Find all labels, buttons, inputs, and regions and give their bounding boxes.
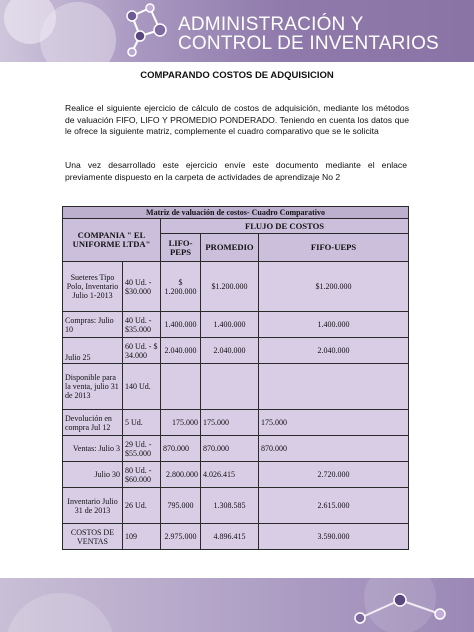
company-header: COMPANIA " EL UNIFORME LTDA" <box>63 219 161 262</box>
row-fifo <box>259 364 409 410</box>
row-fifo: 2.720.000 <box>259 462 409 488</box>
row-promedio: 870.000 <box>201 436 259 462</box>
row-concept: Ventas: Julio 3 <box>63 436 123 462</box>
row-promedio: 1.308.585 <box>201 488 259 524</box>
footer-decoration <box>0 578 474 632</box>
row-fifo: 2.040.000 <box>259 338 409 364</box>
instructions-paragraph: Realice el siguiente ejercicio de cálculo de costos de adquisición, mediante los métodos de valuación FIFO, LIFO Y PROMEDIO PONDERADO. Teniendo en cuenta los datos que le ofrece la siguiente matriz, complemente el cuadro comparativo que se le solicita <box>65 103 409 137</box>
row-promedio: 1.400.000 <box>201 312 259 338</box>
row-qty: 40 Ud. - $30.000 <box>123 262 161 312</box>
table-row <box>63 462 409 488</box>
row-concept: Sueteres Tipo Polo, Inventario Julio 1-2013 <box>63 262 123 312</box>
row-qty: 109 <box>123 524 161 550</box>
row-lifo: 175.000 <box>161 410 201 436</box>
row-qty: 140 Ud. <box>123 364 161 410</box>
row-lifo: 2.975.000 <box>161 524 201 550</box>
row-fifo: 175.000 <box>259 410 409 436</box>
row-lifo: $ 1.200.000 <box>161 262 201 312</box>
row-concept: Julio 30 <box>63 462 123 488</box>
row-qty: 60 Ud. - $ 34.000 <box>123 338 161 364</box>
table-row <box>63 410 409 436</box>
row-fifo: 2.615.000 <box>259 488 409 524</box>
row-concept: Inventario Julio 31 de 2013 <box>63 488 123 524</box>
row-fifo: 1.400.000 <box>259 312 409 338</box>
row-lifo: 870.000 <box>161 436 201 462</box>
table-row <box>63 524 409 550</box>
row-promedio: 4.896.415 <box>201 524 259 550</box>
row-concept: Compras: Julio 10 <box>63 312 123 338</box>
row-promedio: 2.040.000 <box>201 338 259 364</box>
table-row <box>63 436 409 462</box>
row-lifo: 1.400.000 <box>161 312 201 338</box>
header-banner <box>0 0 474 62</box>
row-concept: Devolución en compra Jul 12 <box>63 410 123 436</box>
row-fifo: $1.200.000 <box>259 262 409 312</box>
col-header-promedio: PROMEDIO <box>201 234 259 262</box>
matrix-title: Matriz de valuación de costos- Cuadro Comparativo <box>63 207 409 219</box>
row-promedio <box>201 364 259 410</box>
row-concept: Julio 25 <box>63 338 123 364</box>
valuation-matrix <box>62 206 408 550</box>
submission-paragraph: Una vez desarrollado este ejercicio envíe este documento mediante el enlace previamente dispuesto en la carpeta de actividades de aprendizaje No 2 <box>65 160 407 182</box>
row-qty: 80 Ud. - $60.000 <box>123 462 161 488</box>
row-qty: 40 Ud. - $35.000 <box>123 312 161 338</box>
row-qty: 5 Ud. <box>123 410 161 436</box>
molecule-logo-icon <box>110 0 180 62</box>
footer-banner <box>0 578 474 632</box>
row-fifo: 870.000 <box>259 436 409 462</box>
row-lifo <box>161 364 201 410</box>
row-concept: Disponible para la venta, julio 31 de 2013 <box>63 364 123 410</box>
row-qty: 29 Ud. - $55.000 <box>123 436 161 462</box>
row-promedio: 4.026.415 <box>201 462 259 488</box>
row-promedio: 175.000 <box>201 410 259 436</box>
row-fifo: 3.590.000 <box>259 524 409 550</box>
table-row <box>63 312 409 338</box>
col-header-fifo: FIFO-UEPS <box>259 234 409 262</box>
table-row <box>63 262 409 312</box>
row-lifo: 2.040.000 <box>161 338 201 364</box>
row-promedio: $1.200.000 <box>201 262 259 312</box>
row-qty: 26 Ud. <box>123 488 161 524</box>
row-lifo: 795.000 <box>161 488 201 524</box>
document-title: COMPARANDO COSTOS DE ADQUISICION <box>140 70 334 81</box>
table-row <box>63 488 409 524</box>
flujo-header: FLUJO DE COSTOS <box>161 219 409 234</box>
row-concept: COSTOS DE VENTAS <box>63 524 123 550</box>
col-header-lifo: LIFO-PEPS <box>161 234 201 262</box>
table-row <box>63 364 409 410</box>
banner-title-line1: ADMINISTRACIÓN Y <box>178 14 364 35</box>
banner-title-line2: CONTROL DE INVENTARIOS <box>178 33 439 54</box>
row-lifo: 2.800.000 <box>161 462 201 488</box>
table-row <box>63 338 409 364</box>
